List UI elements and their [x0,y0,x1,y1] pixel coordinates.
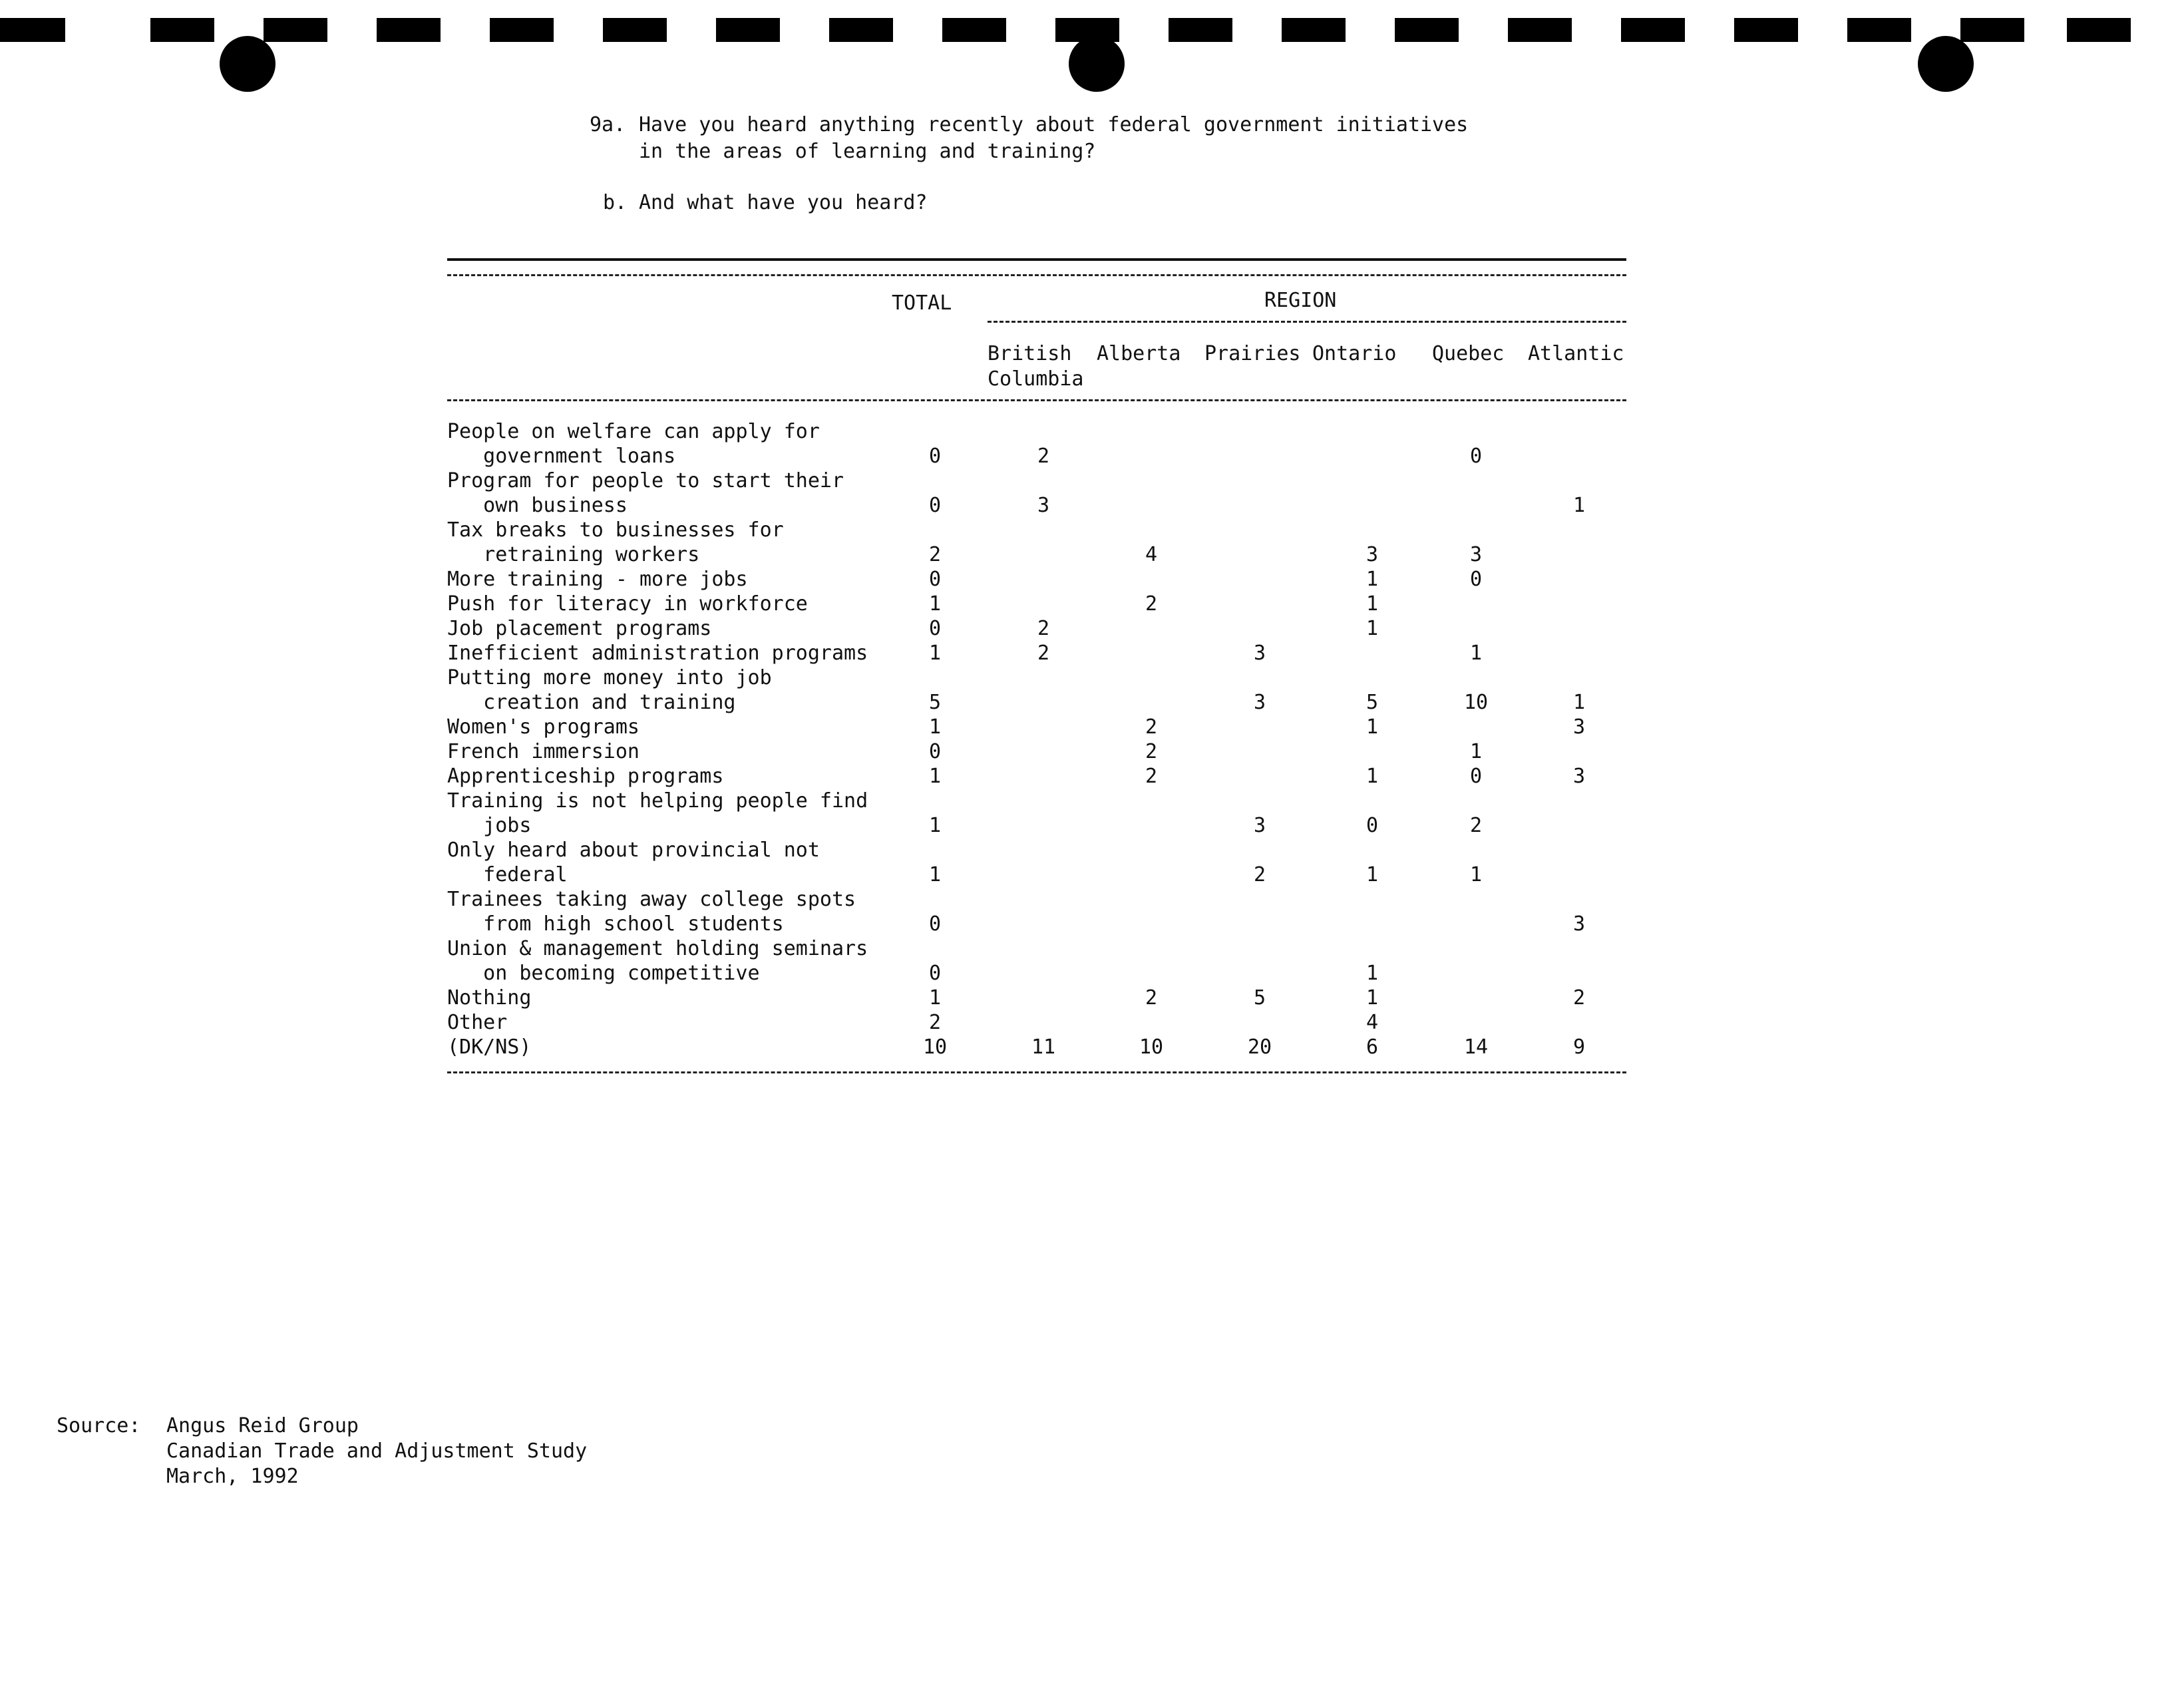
cell-region-value: 2 [1145,740,1158,763]
table-bottom-dashed-rule [447,1071,1626,1073]
source-line-2: Canadian Trade and Adjustment Study [166,1439,588,1463]
cell-region-value: 0 [1365,814,1379,837]
source-label: Source: [57,1414,141,1437]
cell-total: 1 [928,863,942,886]
cell-region-value: 2 [1572,986,1586,1010]
cell-total: 2 [928,543,942,566]
row-label: French immersion [447,740,639,763]
cell-region-value: 2 [1037,445,1050,468]
cell-region-value: 2 [1037,617,1050,640]
source-line-3: March, 1992 [166,1465,299,1488]
cell-total: 1 [928,765,942,788]
region-column-header-line-2: Columbia [988,367,1084,391]
cell-region-value: 2 [1145,592,1158,616]
cell-region-value: 2 [1037,642,1050,665]
question-9b-number: b. [603,191,628,214]
table-top-rule [447,258,1626,261]
column-header-region: REGION [1264,289,1337,312]
cell-region-value: 1 [1365,592,1379,616]
region-column-header: Prairies [1204,342,1301,365]
cell-region-value: 2 [1145,765,1158,788]
cell-region-value: 1 [1365,986,1379,1010]
cell-region-value: 2 [1469,814,1483,837]
cell-region-value: 0 [1469,445,1483,468]
row-label: Inefficient administration programs [447,642,868,665]
question-9a-number: 9a. [590,113,626,136]
cell-region-value: 1 [1365,765,1379,788]
cell-total: 1 [928,592,942,616]
cell-total: 0 [928,912,942,936]
cell-region-value: 1 [1469,740,1483,763]
row-label-continuation: federal [447,863,568,886]
header-bottom-dashed-rule [447,399,1626,401]
cell-region-value: 4 [1145,543,1158,566]
cell-region-value: 1 [1572,494,1586,517]
cell-region-value: 10 [1463,691,1489,714]
cell-region-value: 5 [1365,691,1379,714]
question-9b-text: And what have you heard? [639,191,928,214]
cell-region-value: 3 [1253,814,1266,837]
cell-region-value: 1 [1469,863,1483,886]
question-9a-line-1: Have you heard anything recently about federal government initiatives [639,113,1469,136]
cell-total: 0 [928,617,942,640]
cell-region-value: 3 [1572,765,1586,788]
cell-total: 0 [928,740,942,763]
row-label: People on welfare can apply for [447,420,820,443]
row-label-continuation: from high school students [447,912,784,936]
row-label-continuation: own business [447,494,628,517]
cell-total: 0 [928,568,942,591]
cell-total: 1 [928,642,942,665]
cell-total: 5 [928,691,942,714]
cell-region-value: 3 [1253,642,1266,665]
row-label: Other [447,1011,508,1034]
row-label: Apprenticeship programs [447,765,724,788]
region-column-header: Atlantic [1528,342,1624,365]
cell-region-value: 1 [1365,568,1379,591]
cell-region-value: 20 [1247,1035,1272,1059]
cell-region-value: 3 [1469,543,1483,566]
row-label-continuation: on becoming competitive [447,962,760,985]
cell-region-value: 10 [1139,1035,1164,1059]
row-label: More training - more jobs [447,568,748,591]
region-underline-rule [988,321,1626,323]
table-header-dashed-rule [447,274,1626,276]
perforation-strip [0,0,2184,106]
cell-region-value: 1 [1365,962,1379,985]
cell-region-value: 6 [1365,1035,1379,1059]
cell-region-value: 0 [1469,765,1483,788]
cell-region-value: 1 [1365,715,1379,739]
cell-region-value: 3 [1253,691,1266,714]
row-label-continuation: retraining workers [447,543,700,566]
row-label: Union & management holding seminars [447,937,868,960]
cell-region-value: 1 [1469,642,1483,665]
cell-region-value: 1 [1365,863,1379,886]
cell-total: 1 [928,715,942,739]
region-column-header: Ontario [1312,342,1397,365]
cell-region-value: 3 [1037,494,1050,517]
row-label: Program for people to start their [447,469,844,492]
cell-region-value: 5 [1253,986,1266,1010]
cell-total: 1 [928,986,942,1010]
cell-region-value: 1 [1572,691,1586,714]
region-column-header: Alberta [1097,342,1181,365]
row-label-continuation: government loans [447,445,676,468]
question-9a-line-2: in the areas of learning and training? [639,140,1096,163]
cell-region-value: 0 [1469,568,1483,591]
column-header-total: TOTAL [892,291,952,315]
row-label: (DK/NS) [447,1035,532,1059]
cell-region-value: 2 [1145,986,1158,1010]
cell-total: 2 [928,1011,942,1034]
region-column-header: British [988,342,1072,365]
cell-region-value: 2 [1253,863,1266,886]
row-label-continuation: jobs [447,814,532,837]
region-column-header: Quebec [1432,342,1505,365]
cell-total: 0 [928,962,942,985]
cell-total: 0 [928,494,942,517]
row-label-continuation: creation and training [447,691,736,714]
row-label: Trainees taking away college spots [447,888,856,911]
cell-region-value: 9 [1572,1035,1586,1059]
row-label: Training is not helping people find [447,789,868,813]
cell-region-value: 3 [1365,543,1379,566]
cell-total: 10 [922,1035,948,1059]
row-label: Tax breaks to businesses for [447,518,784,542]
cell-region-value: 14 [1463,1035,1489,1059]
row-label: Women's programs [447,715,639,739]
row-label: Push for literacy in workforce [447,592,808,616]
cell-total: 0 [928,445,942,468]
row-label: Putting more money into job [447,666,772,689]
row-label: Nothing [447,986,532,1010]
row-label: Job placement programs [447,617,712,640]
row-label: Only heard about provincial not [447,839,820,862]
cell-region-value: 3 [1572,715,1586,739]
cell-region-value: 3 [1572,912,1586,936]
cell-total: 1 [928,814,942,837]
cell-region-value: 1 [1365,617,1379,640]
cell-region-value: 11 [1031,1035,1056,1059]
cell-region-value: 4 [1365,1011,1379,1034]
source-line-1: Angus Reid Group [166,1414,359,1437]
cell-region-value: 2 [1145,715,1158,739]
